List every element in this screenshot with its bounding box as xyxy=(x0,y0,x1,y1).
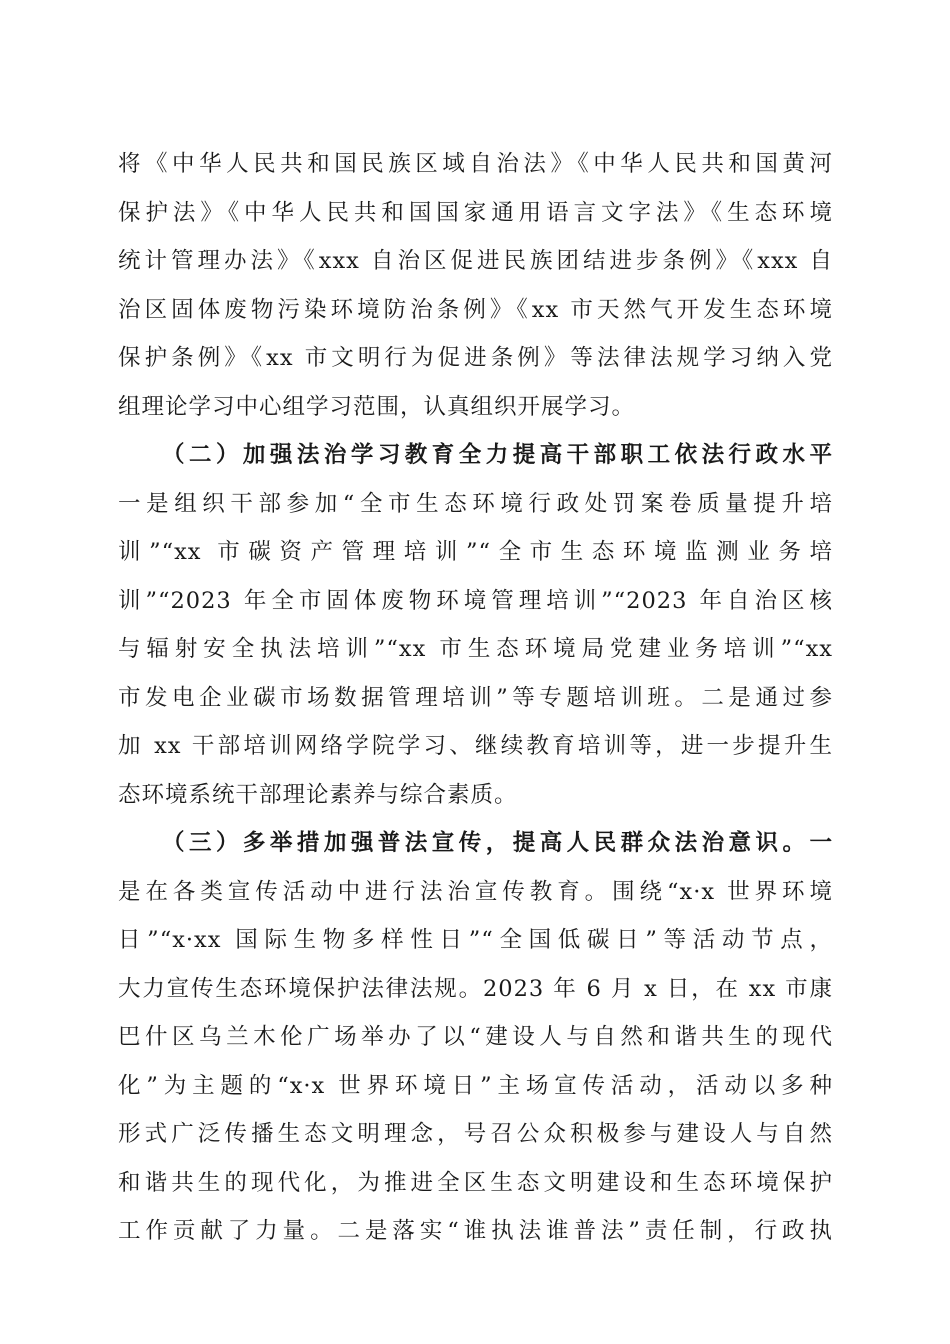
text-line: 日”“x·xx 国际生物多样性日”“全国低碳日”等活动节点， xyxy=(118,927,833,953)
text-line: 将《中华人民共和国民族区域自治法》《中华人民共和国黄河 xyxy=(118,151,833,177)
text-line: 加 xx 干部培训网络学院学习、继续教育培训等，进一步提升生 xyxy=(118,733,833,759)
text-line: 形式广泛传播生态文明理念，号召公众积极参与建设人与自然 xyxy=(118,1121,833,1147)
text-line: 保护法》《中华人民共和国国家通用语言文字法》《生态环境 xyxy=(118,199,833,226)
text-line: 是在各类宣传活动中进行法治宣传教育。围绕“x·x 世界环境 xyxy=(118,878,833,905)
body-text xyxy=(118,140,833,1256)
text-line: 一是组织干部参加“全市生态环境行政处罚案卷质量提升培 xyxy=(118,490,833,517)
text-line: 组理论学习中心组学习范围，认真组织开展学习。 xyxy=(118,393,636,420)
text-line: 与辐射安全执法培训”“xx 市生态环境局党建业务培训”“xx xyxy=(118,636,833,662)
text-line: 市发电企业碳市场数据管理培训”等专题培训班。二是通过参 xyxy=(118,684,833,711)
section-heading: （二）加强法治学习教育全力提高干部职工依法行政水平 xyxy=(162,442,833,468)
text-line: 保护条例》《xx 市文明行为促进条例》等法律法规学习纳入党 xyxy=(118,345,833,371)
text-line: 工作贡献了力量。二是落实“谁执法谁普法”责任制，行政执 xyxy=(118,1218,833,1244)
text-line: 训”“xx 市碳资产管理培训”“全市生态环境监测业务培 xyxy=(118,539,833,565)
text-line: 和谐共生的现代化，为推进全区生态文明建设和生态环境保护 xyxy=(118,1169,833,1196)
text-line: 化”为主题的“x·x 世界环境日”主场宣传活动，活动以多种 xyxy=(118,1072,833,1099)
text-line: 大力宣传生态环境保护法律法规。2023 年 6 月 x 日，在 xx 市康 xyxy=(118,975,833,1002)
text-line: 统计管理办法》《xxx 自治区促进民族团结进步条例》《xxx 自 xyxy=(118,248,833,274)
text-line: 巴什区乌兰木伦广场举办了以“建设人与自然和谐共生的现代 xyxy=(118,1024,833,1050)
text-line: 态环境系统干部理论素养与综合素质。 xyxy=(118,781,518,808)
text-line: 治区固体废物污染环境防治条例》《xx 市天然气开发生态环境 xyxy=(118,296,833,323)
section-heading: （三）多举措加强普法宣传，提高人民群众法治意识。一 xyxy=(162,830,833,856)
text-line: 训”“2023 年全市固体废物环境管理培训”“2023 年自治区核 xyxy=(118,587,833,614)
